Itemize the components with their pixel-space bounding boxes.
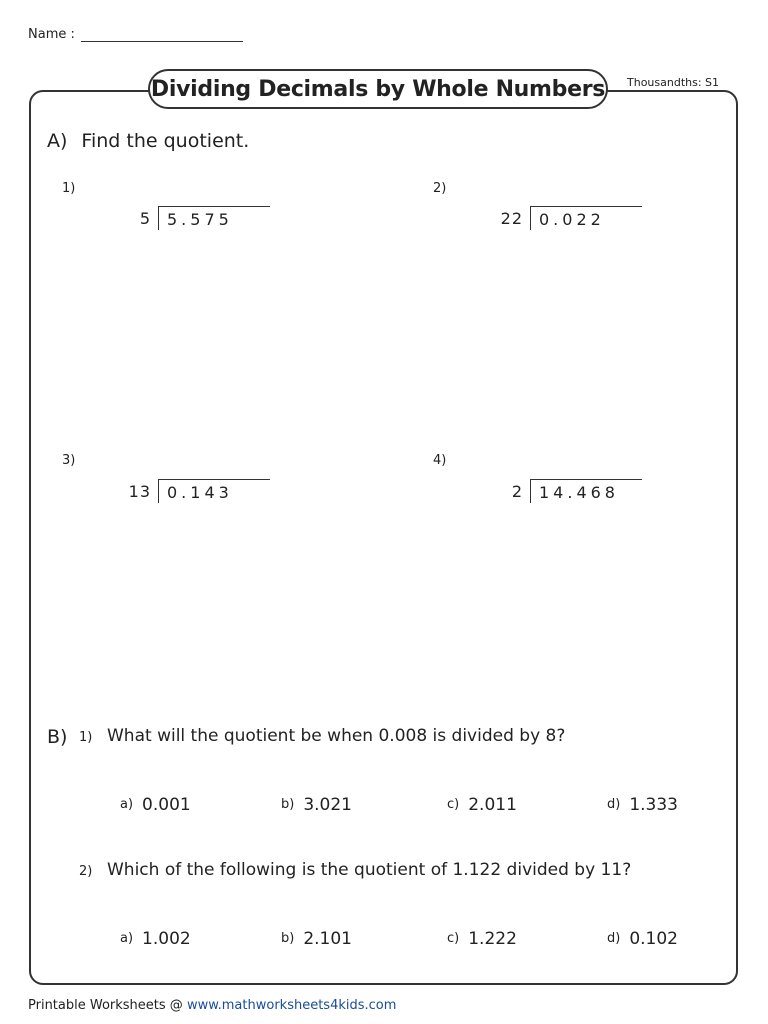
option-label: c) — [447, 931, 460, 946]
worksheet-title-text: Dividing Decimals by Whole Numbers — [150, 76, 606, 102]
option-value: 3.021 — [303, 795, 352, 815]
problem-4-divisor: 2 — [511, 482, 523, 501]
footer-prefix: Printable Worksheets @ — [28, 998, 187, 1013]
option-label: b) — [281, 931, 295, 946]
option-label: a) — [120, 931, 134, 946]
option-value: 0.102 — [629, 929, 678, 949]
section-a-instruction: Find the quotient. — [81, 130, 250, 152]
option-label: d) — [607, 931, 621, 946]
footer — [28, 998, 396, 1013]
option-label: a) — [120, 797, 134, 812]
name-label: Name : — [28, 27, 75, 42]
problem-3-divisor: 13 — [128, 482, 151, 501]
problem-3-number: 3) — [62, 453, 76, 468]
question-2-option-a[interactable] — [120, 929, 191, 949]
question-2-option-c[interactable] — [447, 929, 517, 949]
level-label: Thousandths: S1 — [627, 76, 720, 89]
problem-1-number: 1) — [62, 181, 76, 196]
problem-2-divisor: 22 — [500, 209, 523, 228]
option-label: d) — [607, 797, 621, 812]
section-a-letter: A) — [47, 130, 68, 152]
problem-4-number: 4) — [433, 453, 447, 468]
section-b-letter: B) — [47, 726, 68, 748]
worksheet-title — [148, 69, 608, 109]
problem-2-dividend: 0.022 — [539, 210, 605, 229]
option-value: 1.222 — [468, 929, 517, 949]
option-value: 1.002 — [142, 929, 191, 949]
footer-link[interactable]: www.mathworksheets4kids.com — [186, 998, 397, 1013]
problem-2-number: 2) — [433, 181, 447, 196]
option-label: b) — [281, 797, 295, 812]
question-1-text: What will the quotient be when 0.008 is divided by 8? — [107, 726, 566, 746]
option-value: 0.001 — [142, 795, 191, 815]
question-2-option-d[interactable] — [607, 929, 678, 949]
problem-1-divisor: 5 — [139, 209, 151, 228]
problem-4-dividend: 14.468 — [539, 483, 619, 502]
question-2-option-b[interactable] — [281, 929, 352, 949]
question-1-number: 1) — [79, 730, 93, 745]
option-value: 1.333 — [629, 795, 678, 815]
problem-3-dividend: 0.143 — [167, 483, 233, 502]
question-1-option-a[interactable] — [120, 795, 191, 815]
option-value: 2.011 — [468, 795, 517, 815]
problem-1-dividend: 5.575 — [167, 210, 233, 229]
question-1-option-c[interactable] — [447, 795, 517, 815]
option-label: c) — [447, 797, 460, 812]
option-value: 2.101 — [303, 929, 352, 949]
question-1-option-d[interactable] — [607, 795, 678, 815]
question-1-option-b[interactable] — [281, 795, 352, 815]
name-field-row — [28, 27, 243, 42]
question-2-text: Which of the following is the quotient of 1.122 divided by 11? — [107, 860, 632, 880]
name-blank-line[interactable] — [81, 27, 243, 42]
section-a-heading — [47, 130, 249, 152]
question-2-number: 2) — [79, 864, 93, 879]
